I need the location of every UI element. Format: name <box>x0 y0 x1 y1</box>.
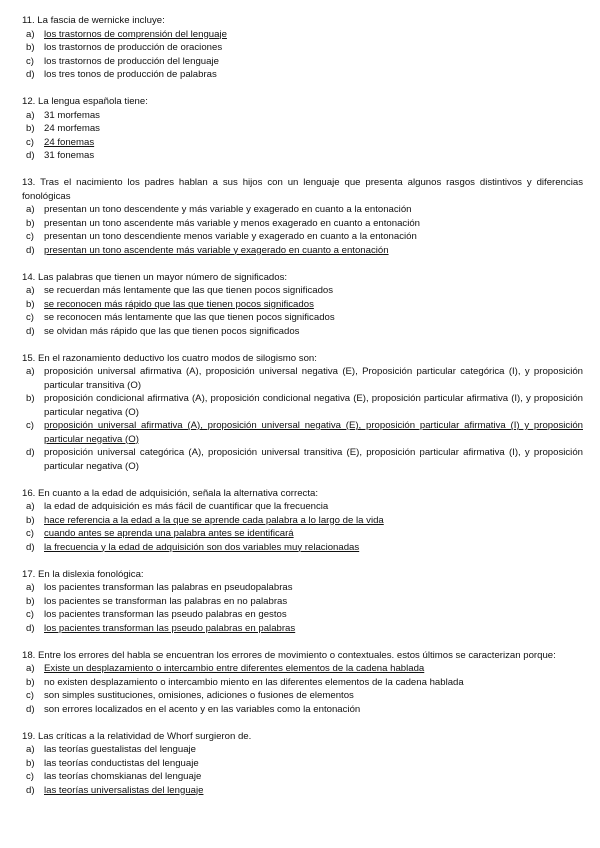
option-text: 24 morfemas <box>44 123 100 134</box>
question-text: 19. Las críticas a la relatividad de Whorf surgieron de. <box>22 730 252 742</box>
option-d <box>22 784 583 798</box>
option-text: los trastornos de producción del lenguaje <box>44 55 219 67</box>
option-b <box>22 676 583 690</box>
option-letter: b) <box>26 757 35 769</box>
option-c <box>22 419 583 446</box>
option-letter: a) <box>26 744 35 755</box>
option-letter: c) <box>26 528 34 539</box>
option-a <box>22 109 583 123</box>
question-14 <box>22 271 583 339</box>
option-text: 31 fonemas <box>44 150 95 161</box>
option-d <box>22 68 583 82</box>
option-letter: a) <box>26 28 35 40</box>
option-text: los pacientes se transforman las palabras en no palabras <box>44 595 288 607</box>
question-12 <box>22 95 583 163</box>
option-text: proposición universal afirmativa (A), proposición universal negativa (E), Proposición particular categórica (I), y proposición particular transitiva (O) <box>44 366 583 391</box>
question-15 <box>22 352 583 474</box>
question-text: 15. En el razonamiento deductivo los cuatro modos de silogismo son: <box>22 352 317 364</box>
option-text: 24 fonemas <box>44 136 95 148</box>
option-text: cuando antes se aprenda una palabra antes se identificará <box>44 528 294 539</box>
option-text: se recuerdan más lentamente que las que tienen pocos significados <box>44 285 334 296</box>
option-b <box>22 392 583 419</box>
option-b <box>22 41 583 55</box>
option-text: la edad de adquisición es más fácil de cuantificar que la frecuencia <box>44 501 329 512</box>
option-letter: d) <box>26 784 35 796</box>
option-d <box>22 541 583 555</box>
option-text: los tres tonos de producción de palabras <box>44 69 217 80</box>
option-letter: a) <box>26 663 35 674</box>
option-list <box>22 284 583 338</box>
option-letter: b) <box>26 298 35 310</box>
option-letter: c) <box>26 609 34 620</box>
option-letter: b) <box>26 514 35 526</box>
option-d <box>22 703 583 717</box>
option-letter: b) <box>26 123 35 134</box>
option-b <box>22 757 583 771</box>
question-18 <box>22 649 583 717</box>
option-b <box>22 298 583 312</box>
option-c <box>22 230 583 244</box>
option-d <box>22 325 583 339</box>
option-b <box>22 122 583 136</box>
option-c <box>22 608 583 622</box>
option-text: los pacientes transforman las palabras en pseudopalabras <box>44 582 293 593</box>
option-letter: d) <box>26 447 35 458</box>
option-text: se reconocen más lentamente que las que tienen pocos significados <box>44 312 335 323</box>
option-d <box>22 622 583 636</box>
option-letter: c) <box>26 55 34 67</box>
option-b <box>22 217 583 231</box>
option-letter: c) <box>26 771 34 782</box>
option-text: Existe un desplazamiento o intercambio entre diferentes elementos de la cadena hablada <box>44 663 425 674</box>
option-letter: a) <box>26 204 35 215</box>
option-letter: b) <box>26 42 35 53</box>
option-letter: b) <box>26 393 35 404</box>
option-list <box>22 203 583 257</box>
option-text: los trastornos de comprensión del lenguaje <box>44 28 227 40</box>
question-text: 11. La fascia de wernicke incluye: <box>22 15 165 26</box>
option-c <box>22 689 583 703</box>
option-letter: a) <box>26 109 35 121</box>
option-letter: d) <box>26 541 35 553</box>
option-letter: c) <box>26 231 34 242</box>
option-letter: c) <box>26 690 34 701</box>
question-11 <box>22 14 583 82</box>
option-text: las teorías conductistas del lenguaje <box>44 757 199 769</box>
question-text: 14. Las palabras que tienen un mayor número de significados: <box>22 271 288 283</box>
option-letter: b) <box>26 595 35 607</box>
question-text: 12. La lengua española tiene: <box>22 96 148 107</box>
question-text: 13. Tras el nacimiento los padres hablan a sus hijos con un lenguaje que presenta algunos rasgos distintivos y diferencias fonológicas <box>22 177 583 202</box>
option-a <box>22 581 583 595</box>
option-text: proposición condicional afirmativa (A), proposición condicional negativa (E), proposición particular afirmativa (I), y proposición particular negativa (O) <box>44 393 583 418</box>
option-text: la frecuencia y la edad de adquisición son dos variables muy relacionadas <box>44 541 360 553</box>
question-17 <box>22 568 583 636</box>
option-list <box>22 743 583 797</box>
option-a <box>22 500 583 514</box>
option-a <box>22 28 583 42</box>
option-letter: a) <box>26 285 35 296</box>
option-letter: b) <box>26 676 35 688</box>
option-c <box>22 527 583 541</box>
option-a <box>22 203 583 217</box>
option-list <box>22 365 583 473</box>
option-text: 31 morfemas <box>44 109 100 121</box>
option-text: los pacientes transforman las pseudo palabras en palabras <box>44 622 296 634</box>
option-text: son errores localizados en el acento y en las variables como la entonación <box>44 703 361 715</box>
option-text: presentan un tono ascendente más variable y menos exagerado en cuanto a entonación <box>44 217 421 229</box>
option-c <box>22 136 583 150</box>
option-text: las teorías guestalistas del lenguaje <box>44 744 196 755</box>
option-list <box>22 581 583 635</box>
option-letter: d) <box>26 622 35 634</box>
option-list <box>22 28 583 82</box>
option-text: proposición universal afirmativa (A), proposición universal negativa (E), proposición particular afirmativa (I) y proposición particular negativa (O) <box>44 420 583 445</box>
option-text: los trastornos de producción de oraciones <box>44 42 223 53</box>
option-letter: b) <box>26 217 35 229</box>
option-b <box>22 595 583 609</box>
option-letter: d) <box>26 244 35 256</box>
option-text: proposición universal categórica (A), proposición universal transitiva (E), proposición particular afirmativa (I), y proposición particular negativa (O) <box>44 447 583 472</box>
option-text: las teorías chomskianas del lenguaje <box>44 771 202 782</box>
option-b <box>22 514 583 528</box>
option-letter: c) <box>26 312 34 323</box>
option-letter: d) <box>26 703 35 715</box>
option-text: presentan un tono descendente y más variable y exagerado en cuanto a la entonación <box>44 204 412 215</box>
option-d <box>22 149 583 163</box>
option-text: las teorías universalistas del lenguaje <box>44 784 204 796</box>
question-13 <box>22 176 583 257</box>
option-text: presentan un tono ascendente más variable y exagerado en cuanto a entonación <box>44 244 389 256</box>
option-text: se olvidan más rápido que las que tienen pocos significados <box>44 325 300 337</box>
question-19 <box>22 730 583 798</box>
option-a <box>22 365 583 392</box>
option-c <box>22 311 583 325</box>
question-16 <box>22 487 583 555</box>
option-letter: a) <box>26 582 35 593</box>
question-text: 17. En la dislexia fonológica: <box>22 568 144 580</box>
option-text: se reconocen más rápido que las que tienen pocos significados <box>44 298 314 310</box>
option-text: hace referencia a la edad a la que se aprende cada palabra a lo largo de la vida <box>44 514 384 526</box>
option-letter: d) <box>26 150 35 161</box>
option-list <box>22 662 583 716</box>
question-text: 16. En cuanto a la edad de adquisición, señala la alternativa correcta: <box>22 487 319 499</box>
option-a <box>22 743 583 757</box>
option-text: presentan un tono descendiente menos variable y exagerado en cuanto a la entonación <box>44 231 417 242</box>
option-a <box>22 662 583 676</box>
option-text: los pacientes transforman las pseudo palabras en gestos <box>44 609 287 620</box>
option-c <box>22 55 583 69</box>
option-d <box>22 244 583 258</box>
option-list <box>22 109 583 163</box>
option-letter: c) <box>26 420 34 431</box>
option-text: no existen desplazamiento o intercambio miento en las diferentes elementos de la cadena hablada <box>44 676 464 688</box>
option-letter: a) <box>26 366 35 377</box>
option-letter: a) <box>26 501 35 512</box>
option-c <box>22 770 583 784</box>
option-a <box>22 284 583 298</box>
option-letter: c) <box>26 136 34 148</box>
option-letter: d) <box>26 325 35 337</box>
option-list <box>22 500 583 554</box>
option-letter: d) <box>26 69 35 80</box>
question-text: 18. Entre los errores del habla se encuentran los errores de movimiento o contextuales. estos últimos se caracterizan porque: <box>22 649 556 661</box>
exam-page <box>22 14 583 811</box>
option-text: son simples sustituciones, omisiones, adiciones o fusiones de elementos <box>44 690 354 701</box>
option-d <box>22 446 583 473</box>
